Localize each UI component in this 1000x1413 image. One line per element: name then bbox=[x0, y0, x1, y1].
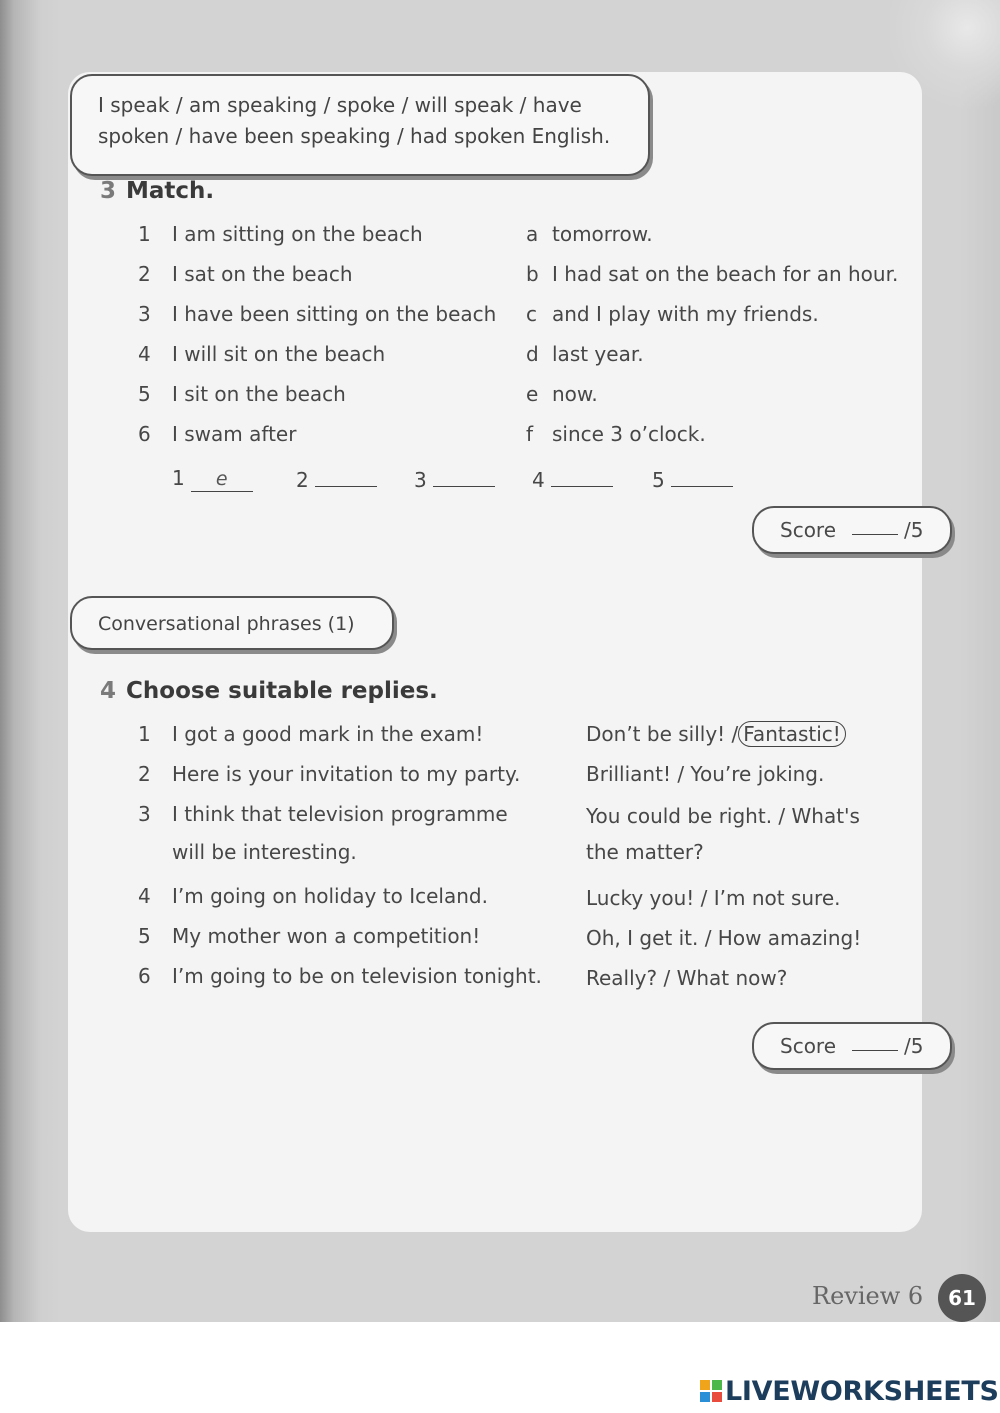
exercise-number: 4 bbox=[100, 678, 117, 704]
reply-options[interactable]: Lucky you! / I’m not sure. bbox=[586, 886, 841, 910]
reply-prompt: 4 I’m going on holiday to Iceland. bbox=[138, 884, 488, 908]
answer-item: 4 bbox=[532, 466, 613, 492]
verb-forms-line-1: I speak / am speaking / spoke / will speak / have bbox=[98, 93, 582, 117]
match-right-item: e now. bbox=[526, 382, 598, 406]
reply-options-continued[interactable]: the matter? bbox=[586, 840, 704, 864]
match-right-item: c and I play with my friends. bbox=[526, 302, 819, 326]
liveworksheets-logo bbox=[700, 1376, 999, 1412]
page-number-badge: 61 bbox=[938, 1274, 986, 1322]
match-right-item: b I had sat on the beach for an hour. bbox=[526, 262, 899, 286]
score-max: /5 bbox=[904, 1034, 924, 1058]
reply-options[interactable]: You could be right. / What's bbox=[586, 804, 860, 828]
match-left-item: 5 I sit on the beach bbox=[138, 382, 346, 406]
answer-item: 2 bbox=[296, 466, 377, 492]
reply-options[interactable]: Really? / What now? bbox=[586, 966, 788, 990]
match-left-item: 4 I will sit on the beach bbox=[138, 342, 386, 366]
exercise-4-heading bbox=[100, 678, 438, 704]
brand-name: LIVEWORKSHEETS bbox=[725, 1376, 999, 1407]
answer-blank[interactable] bbox=[671, 466, 733, 487]
score-max: /5 bbox=[904, 518, 924, 542]
reply-options[interactable]: Oh, I get it. / How amazing! bbox=[586, 926, 862, 950]
match-right-item: a tomorrow. bbox=[526, 222, 653, 246]
score-blank[interactable] bbox=[852, 534, 898, 535]
match-left-item: 1 I am sitting on the beach bbox=[138, 222, 423, 246]
reply-prompt: 5 My mother won a competition! bbox=[138, 924, 481, 948]
match-left-item: 6 I swam after bbox=[138, 422, 297, 446]
match-right-item: d last year. bbox=[526, 342, 644, 366]
answer-blank[interactable] bbox=[315, 466, 377, 487]
answer-blank[interactable] bbox=[433, 466, 495, 487]
reply-options: Don’t be silly! / Fantastic! bbox=[586, 722, 846, 746]
liveworksheets-icon bbox=[700, 1380, 722, 1402]
match-left-item: 3 I have been sitting on the beach bbox=[138, 302, 497, 326]
answer-blank[interactable]: e bbox=[191, 471, 253, 492]
reply-prompt: 1 I got a good mark in the exam! bbox=[138, 722, 484, 746]
verb-forms-box bbox=[70, 74, 650, 176]
exercise-3-heading bbox=[100, 178, 214, 204]
exercise-number: 3 bbox=[100, 178, 117, 204]
conversational-phrases-box: Conversational phrases (1) bbox=[70, 596, 394, 650]
reply-prompt: 3 I think that television programme bbox=[138, 802, 508, 826]
exercise-title: Match. bbox=[126, 178, 215, 204]
exercise-3-score-box bbox=[752, 506, 952, 554]
match-left-item: 2 I sat on the beach bbox=[138, 262, 353, 286]
exercise-4-score-box bbox=[752, 1022, 952, 1070]
answer-item: 1 e bbox=[172, 466, 253, 492]
answer-blank[interactable] bbox=[551, 466, 613, 487]
reply-prompt-continued: will be interesting. bbox=[172, 840, 357, 864]
circled-answer[interactable]: Fantastic! bbox=[738, 721, 846, 747]
score-label: Score bbox=[780, 518, 837, 542]
score-blank[interactable] bbox=[852, 1050, 898, 1051]
reply-prompt: 6 I’m going to be on television tonight. bbox=[138, 964, 542, 988]
verb-forms-line-2: spoken / have been speaking / had spoken English. bbox=[98, 124, 611, 148]
match-right-item: f since 3 o’clock. bbox=[526, 422, 706, 446]
exercise-title: Choose suitable replies. bbox=[126, 678, 438, 704]
answer-item: 5 bbox=[652, 466, 733, 492]
reply-prompt: 2 Here is your invitation to my party. bbox=[138, 762, 521, 786]
answer-item: 3 bbox=[414, 466, 495, 492]
reply-options[interactable]: Brilliant! / You’re joking. bbox=[586, 762, 825, 786]
score-label: Score bbox=[780, 1034, 837, 1058]
section-label: Review 6 bbox=[812, 1282, 924, 1310]
